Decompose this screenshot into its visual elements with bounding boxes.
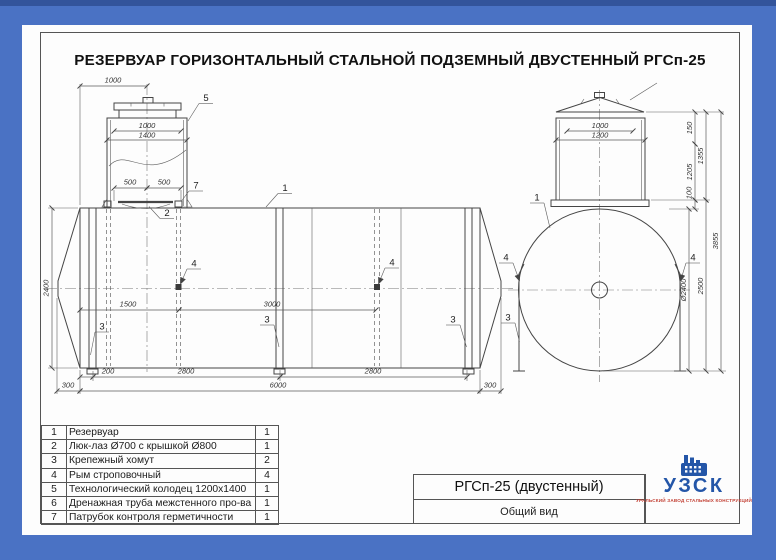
table-row xyxy=(42,482,279,496)
drawing-designation: РГСп-25 (двустенный) xyxy=(414,475,644,500)
lifting-eye-marker xyxy=(374,284,380,290)
table-row xyxy=(42,426,279,440)
drawing-title: РЕЗЕРВУАР ГОРИЗОНТАЛЬНЫЙ СТАЛЬНОЙ ПОДЗЕМНЫЙ ДВУСТЕННЫЙ РГСп-25 xyxy=(74,52,706,69)
main-view xyxy=(42,76,515,395)
part-name: Люк-лаз Ø700 с крышкой Ø800 xyxy=(67,440,256,454)
dim-label: Ø2400 xyxy=(679,278,688,302)
callout-7: 7 xyxy=(193,180,199,192)
part-number: 4 xyxy=(42,468,67,482)
part-number: 7 xyxy=(42,511,67,525)
callout-3: 3 xyxy=(99,321,105,333)
dim-label: 2500 xyxy=(696,277,705,295)
end-view xyxy=(499,83,726,382)
callout-4: 4 xyxy=(389,257,395,269)
callout-3: 3 xyxy=(264,314,270,326)
part-qty: 1 xyxy=(256,496,279,510)
end-dimensions xyxy=(556,112,726,371)
part-name: Дренажная труба межстенного про-ва xyxy=(67,496,256,510)
part-number: 6 xyxy=(42,496,67,510)
part-number: 2 xyxy=(42,440,67,454)
strap-left xyxy=(87,208,98,374)
part-number: 5 xyxy=(42,482,67,496)
logo-subtitle: УРАЛЬСКИЙ ЗАВОД СТАЛЬНЫХ КОНСТРУКЦИЙ xyxy=(635,497,753,503)
callout-4: 4 xyxy=(191,258,197,270)
table-row xyxy=(42,454,279,468)
part-name: Патрубок контроля герметичности xyxy=(67,511,256,525)
break-line xyxy=(109,150,186,166)
dim-label: 3000 xyxy=(263,299,281,309)
dim-label: 1500 xyxy=(119,299,137,309)
callout-1: 1 xyxy=(282,183,288,194)
dim-label: 1000 xyxy=(591,121,609,130)
end-hatch xyxy=(556,83,657,112)
dim-label: 1400 xyxy=(138,130,156,140)
table-row xyxy=(42,511,279,525)
part-qty: 1 xyxy=(256,440,279,454)
dim-label: 3855 xyxy=(711,232,720,250)
part-qty: 1 xyxy=(256,511,279,525)
dim-label: 6000 xyxy=(269,380,287,390)
callout-5: 5 xyxy=(203,93,209,104)
callout-2: 2 xyxy=(164,208,170,219)
callout-1: 1 xyxy=(534,192,540,204)
strap-right xyxy=(463,208,474,374)
tank-outline xyxy=(80,208,480,368)
part-name: Рым строповочный xyxy=(67,468,256,482)
dim-label: 500 xyxy=(157,177,171,187)
dim-label: 1000 xyxy=(138,121,156,130)
hidden-pipes xyxy=(107,209,380,366)
part-number: 3 xyxy=(42,454,67,468)
part-name: Резервуар xyxy=(67,426,256,440)
dim-label: 1000 xyxy=(104,75,122,85)
part-number: 1 xyxy=(42,426,67,440)
table-row xyxy=(42,496,279,510)
part-qty: 1 xyxy=(256,426,279,440)
dim-label: 2400 xyxy=(41,279,51,297)
dim-label: 2800 xyxy=(364,366,382,376)
table-row xyxy=(42,468,279,482)
dim-label: 2800 xyxy=(177,366,195,376)
view-name: Общий вид xyxy=(500,506,558,518)
part-qty: 4 xyxy=(256,468,279,482)
tank-right-cone xyxy=(480,208,501,368)
dim-label: 100 xyxy=(684,186,694,200)
part-qty: 1 xyxy=(256,482,279,496)
part-qty: 2 xyxy=(256,454,279,468)
manhole-cover xyxy=(104,201,182,209)
table-row xyxy=(42,440,279,454)
tank-left-cone xyxy=(58,208,80,368)
title-block xyxy=(413,474,645,524)
callout-3: 3 xyxy=(450,314,456,326)
dim-label: 500 xyxy=(123,177,137,187)
callout-3: 3 xyxy=(505,312,511,324)
dim-label: 150 xyxy=(685,121,694,135)
callout-4: 4 xyxy=(690,252,696,264)
well-hatch xyxy=(114,98,181,119)
dim-label: 300 xyxy=(483,380,497,390)
callout-4: 4 xyxy=(503,252,509,264)
factory-icon xyxy=(679,455,709,476)
dim-label: 1205 xyxy=(685,163,694,181)
lifting-eye-marker xyxy=(176,284,182,290)
strap-middle xyxy=(274,208,285,374)
dim-label: 1200 xyxy=(591,130,609,140)
part-name: Технологический колодец 1200х1400 xyxy=(67,482,256,496)
company-logo xyxy=(635,455,753,503)
dim-label: 200 xyxy=(101,366,115,376)
dim-label: 300 xyxy=(61,380,75,390)
parts-table xyxy=(41,425,279,525)
part-name: Крепежный хомут xyxy=(67,454,256,468)
dim-label: 1355 xyxy=(696,147,705,165)
logo-abbr: УЗСК xyxy=(663,475,725,497)
